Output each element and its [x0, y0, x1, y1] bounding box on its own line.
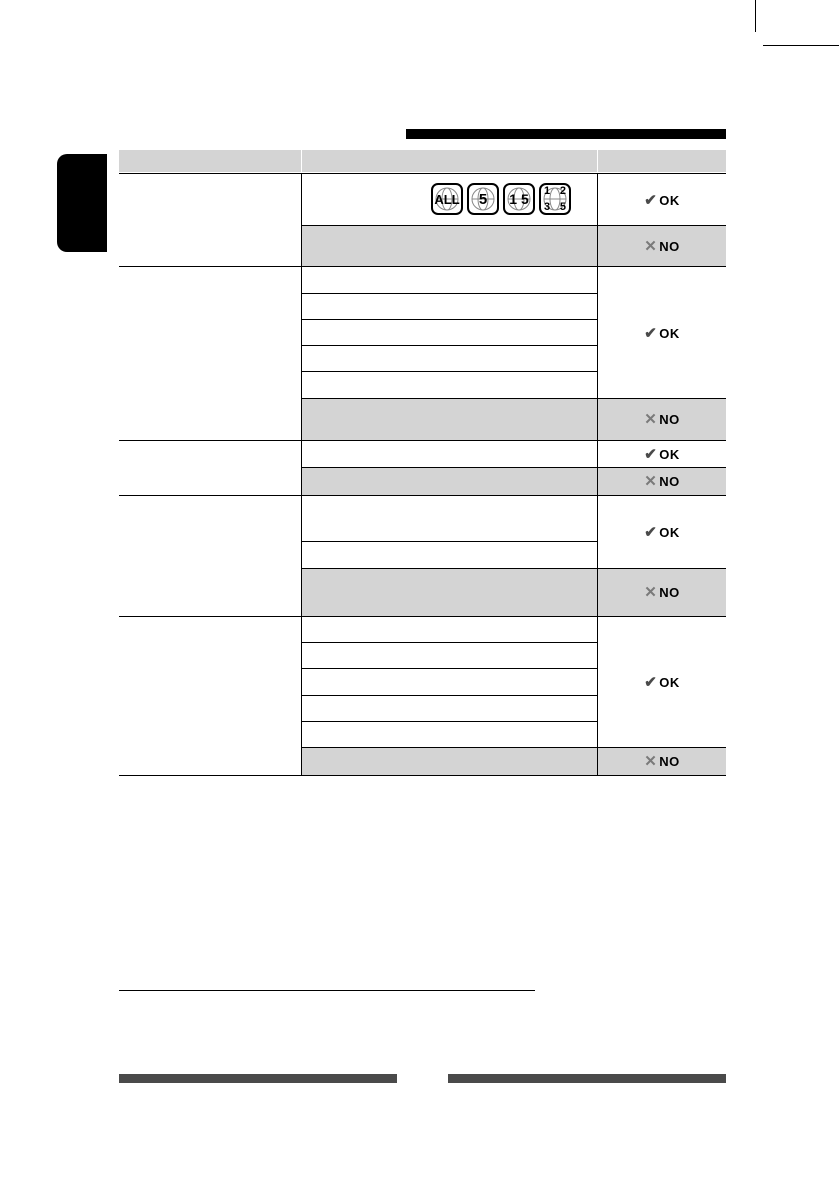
ok-badge: ✔ OK: [644, 446, 680, 463]
header-col-disc: [119, 150, 301, 172]
check-icon: ✔: [644, 524, 658, 541]
region-1-5-icon: 1 5: [503, 183, 535, 215]
row-rule: [302, 747, 726, 748]
ok-badge: ✔ OK: [644, 524, 680, 541]
row-rule: [302, 293, 597, 294]
header-col-playable: [598, 150, 726, 172]
no-badge: ✕ NO: [644, 238, 680, 255]
row-rule: [302, 642, 597, 643]
region-code-icons: [431, 183, 571, 215]
cross-icon: ✕: [644, 473, 658, 490]
table-rule: [119, 440, 726, 441]
crop-mark-vertical: [755, 0, 756, 32]
language-side-tab: [57, 154, 107, 252]
column-rule: [301, 173, 302, 775]
region-multi-icon: 1 2 3 5: [539, 183, 571, 215]
footer-bar-right: [448, 1074, 726, 1083]
cross-icon: ✕: [644, 753, 658, 770]
check-icon: ✔: [644, 325, 658, 342]
no-badge: ✕ NO: [644, 753, 680, 770]
table-rule: [119, 173, 726, 174]
row-rule: [302, 467, 726, 468]
cross-icon: ✕: [644, 411, 658, 428]
no-badge: ✕ NO: [644, 473, 680, 490]
row-rule: [302, 695, 597, 696]
row-rule: [302, 398, 726, 399]
region-all-icon: ALL: [431, 183, 463, 215]
row-rule: [302, 225, 726, 226]
footnote-rule: [119, 990, 535, 991]
row-rule: [302, 319, 597, 320]
row-rule: [302, 668, 597, 669]
footer-bar-left: [119, 1074, 397, 1083]
table-rule: [119, 495, 726, 496]
cross-icon: ✕: [644, 238, 658, 255]
table-rule: [119, 266, 726, 267]
row-rule: [302, 568, 726, 569]
no-badge: ✕ NO: [644, 584, 680, 601]
table-rule: [119, 775, 726, 776]
ok-badge: ✔ OK: [644, 325, 680, 342]
ok-badge: ✔ OK: [644, 674, 680, 691]
row-rule: [302, 345, 597, 346]
check-icon: ✔: [644, 446, 658, 463]
no-badge: ✕ NO: [644, 411, 680, 428]
cross-icon: ✕: [644, 584, 658, 601]
row-rule: [302, 541, 597, 542]
check-icon: ✔: [644, 192, 658, 209]
header-col-format: [302, 150, 597, 172]
section-title-bar: [406, 129, 726, 139]
crop-mark-horizontal: [763, 45, 839, 46]
row-rule: [302, 721, 597, 722]
ok-badge: ✔ OK: [644, 192, 680, 209]
check-icon: ✔: [644, 674, 658, 691]
table-rule: [119, 616, 726, 617]
region-5-icon: 5: [467, 183, 499, 215]
row-rule: [302, 371, 597, 372]
